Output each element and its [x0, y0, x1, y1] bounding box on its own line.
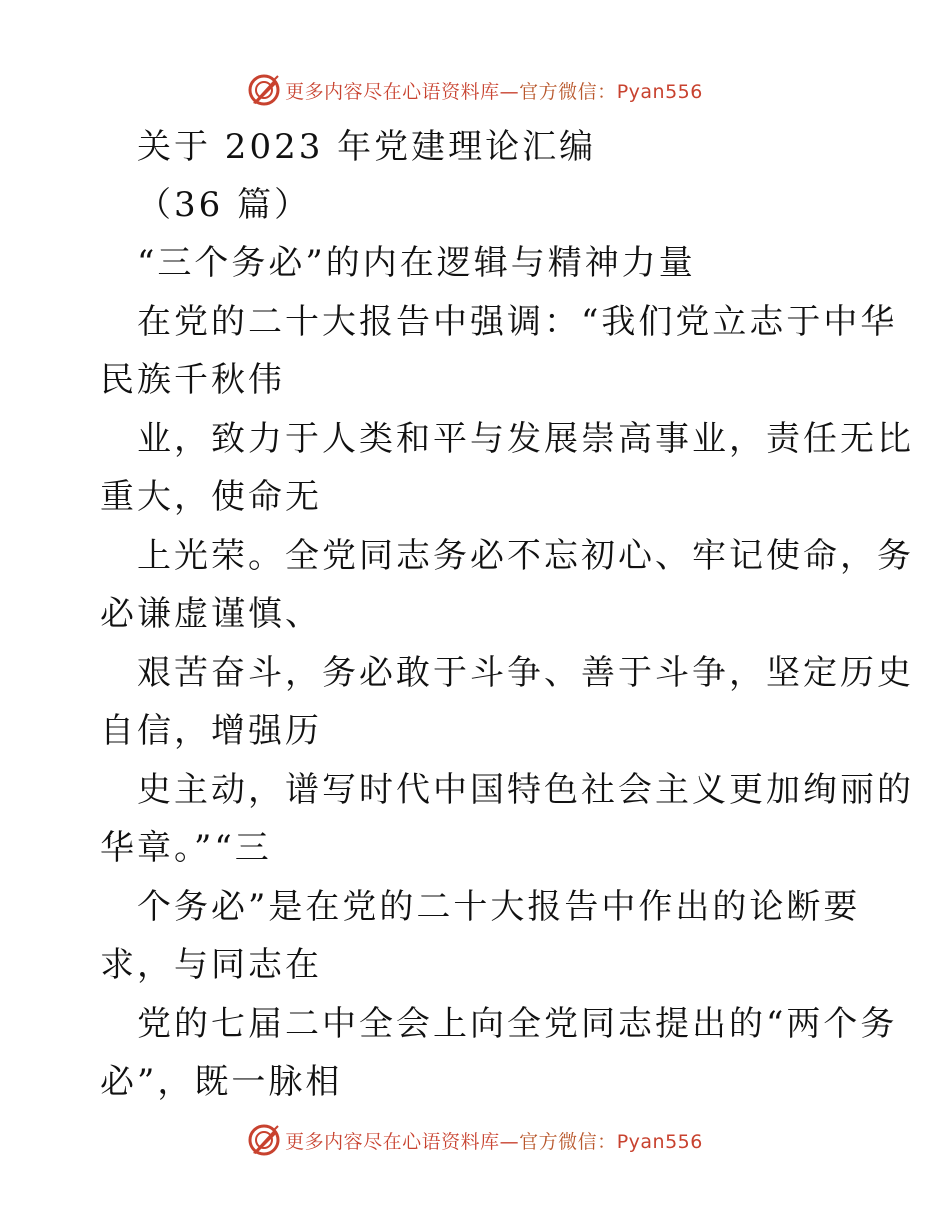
header-watermark: [0, 70, 950, 110]
watermark-text: 更多内容尽在心语资料库—官方微信：Pyan556: [285, 1130, 703, 1153]
paragraph-line: 在党的二十大报告中强调：“我们党立志于中华: [137, 302, 898, 342]
paragraph-line: 华章。”“三: [100, 828, 272, 868]
paragraph-line: 艰苦奋斗，务必敢于斗争、善于斗争，坚定历史: [137, 653, 914, 693]
doc-subtitle-count: （36 篇）: [137, 185, 312, 225]
paragraph-line: 上光荣。全党同志务必不忘初心、牢记使命，务: [137, 536, 914, 576]
paragraph-line: 业，致力于人类和平与发展崇高事业，责任无比: [137, 419, 914, 459]
paragraph-line: 党的七届二中全会上向全党同志提出的“两个务: [137, 1004, 898, 1044]
pen-logo-icon: [247, 1123, 281, 1157]
paragraph-line: 必谦虚谨慎、: [100, 594, 322, 634]
paragraph-line: 重大，使命无: [100, 477, 322, 517]
pen-logo-icon: [247, 73, 281, 107]
paragraph-line: 自信，增强历: [100, 711, 322, 751]
paragraph-line: 求，与同志在: [100, 945, 322, 985]
paragraph-line: 史主动，谱写时代中国特色社会主义更加绚丽的: [137, 770, 914, 810]
doc-title: 关于 2023 年党建理论汇编: [137, 127, 597, 167]
article-title: “三个务必”的内在逻辑与精神力量: [137, 243, 696, 283]
paragraph-line: 必”，既一脉相: [100, 1062, 343, 1102]
paragraph-line: 个务必”是在党的二十大报告中作出的论断要: [137, 887, 861, 927]
footer-watermark: [0, 1120, 950, 1160]
paragraph-line: 民族千秋伟: [100, 360, 285, 400]
watermark-text: 更多内容尽在心语资料库—官方微信：Pyan556: [285, 80, 703, 103]
